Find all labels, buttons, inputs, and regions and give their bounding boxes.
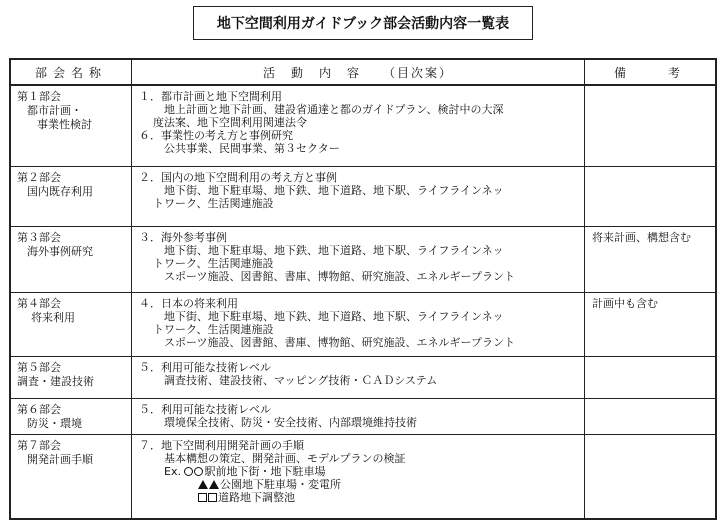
table-row	[11, 84, 715, 168]
dept-name: 第５部会	[17, 361, 61, 374]
remarks-cell: 計画中も含む	[592, 297, 658, 310]
activity-table	[9, 58, 717, 520]
dept-subtitle: 調査・建設技術	[17, 375, 94, 388]
activity-cell	[139, 171, 581, 210]
activity-line: １．都市計画と地下空間利用	[139, 90, 282, 103]
dept-subtitle: 防災・環境	[27, 417, 82, 430]
document-title: 地下空間利用ガイドブック部会活動内容一覧表	[193, 6, 533, 40]
activity-line: ３．海外参考事例	[139, 231, 227, 244]
activity-line: 地下街、地下駐車場、地下鉄、地下道路、地下駅、ライフラインネッ	[164, 184, 504, 197]
dept-name: 第２部会	[17, 171, 61, 184]
table-row	[11, 356, 715, 399]
circle-symbol-icon	[184, 467, 193, 476]
activity-line: 調査技術、建設技術、マッピング技術・ＣＡＤシステム	[164, 374, 438, 387]
dept-subtitle: 将来利用	[31, 311, 75, 324]
dept-subtitle: 開発計画手順	[27, 453, 93, 466]
activity-line: ４．日本の将来利用	[139, 297, 238, 310]
dept-subtitle: 事業性検討	[37, 118, 92, 131]
dept-subtitle: 海外事例研究	[27, 245, 93, 258]
dept-subtitle: 国内既存利用	[27, 185, 93, 198]
triangle-symbol-icon	[198, 480, 208, 489]
dept-cell	[17, 439, 93, 467]
table-row	[11, 434, 715, 519]
activity-line: 基本構想の策定、開発計画、モデルプランの検証	[164, 452, 406, 465]
activity-line: 環境保全技術、防災・安全技術、内部環境維持技術	[164, 416, 417, 429]
square-symbol-icon	[198, 493, 207, 502]
dept-subtitle: 都市計画・	[27, 104, 82, 117]
activity-line: 地下街、地下駐車場、地下鉄、地下道路、地下駅、ライフラインネッ	[164, 310, 504, 323]
activity-line: ５．利用可能な技術レベル	[139, 361, 271, 374]
dept-name: 第３部会	[17, 231, 61, 244]
activity-line: ６．事業性の考え方と事例研究	[139, 129, 293, 142]
activity-cell	[139, 403, 581, 429]
circle-symbol-icon	[194, 467, 203, 476]
header-dept-name: 部会名称	[34, 65, 107, 80]
dept-name: 第４部会	[17, 297, 61, 310]
table-header	[11, 60, 715, 84]
dept-cell	[17, 171, 93, 199]
table-row	[11, 166, 715, 227]
square-symbol-icon	[208, 493, 217, 502]
table-row	[11, 398, 715, 435]
activity-line: トワーク、生活関連施設	[153, 257, 274, 270]
activity-line: スポーツ施設、図書館、書庫、博物館、研究施設、エネルギープラント	[164, 336, 516, 349]
activity-line: トワーク、生活関連施設	[153, 323, 274, 336]
activity-cell	[139, 361, 581, 387]
table-row	[11, 292, 715, 357]
triangle-symbol-icon	[209, 480, 219, 489]
dept-cell	[17, 297, 75, 325]
example-line	[139, 478, 581, 491]
dept-name: 第６部会	[17, 403, 61, 416]
table-row	[11, 226, 715, 293]
activity-line: 公共事業、民間事業、第３セクター	[164, 142, 340, 155]
activity-cell	[139, 90, 581, 155]
activity-line: スポーツ施設、図書館、書庫、博物館、研究施設、エネルギープラント	[164, 270, 516, 283]
example-line	[139, 465, 581, 478]
activity-cell	[139, 231, 581, 283]
example-prefix: Ex.	[164, 465, 181, 478]
activity-cell	[139, 297, 581, 349]
activity-cell	[139, 439, 581, 504]
header-remarks: 備 考	[613, 65, 686, 80]
activity-line: ５．利用可能な技術レベル	[139, 403, 271, 416]
activity-line: ７．地下空間利用開発計画の手順	[139, 439, 304, 452]
example-item: 道路地下調整池	[218, 491, 295, 504]
example-item: 駅前地下街・地下駐車場	[204, 465, 326, 478]
dept-cell	[17, 361, 94, 389]
dept-cell	[17, 403, 82, 431]
example-line	[139, 491, 581, 504]
activity-line: ２．国内の地下空間利用の考え方と事例	[139, 171, 337, 184]
remarks-cell: 将来計画、構想含む	[592, 231, 691, 244]
dept-cell	[17, 231, 93, 259]
activity-line: 地上計画と地下計画、建設省通達と都のガイドプラン、検討中の大深	[164, 103, 504, 116]
activity-line: 地下街、地下駐車場、地下鉄、地下道路、地下駅、ライフラインネッ	[164, 244, 504, 257]
dept-name: 第１部会	[17, 90, 61, 103]
activity-line: トワーク、生活関連施設	[153, 197, 274, 210]
dept-cell	[17, 90, 92, 132]
activity-line: 度法案、地下空間利用関連法令	[153, 116, 307, 129]
dept-name: 第７部会	[17, 439, 61, 452]
example-item: 公園地下駐車場・変電所	[220, 478, 341, 491]
header-activity: 活 動 内 容 （目次案）	[262, 65, 453, 80]
